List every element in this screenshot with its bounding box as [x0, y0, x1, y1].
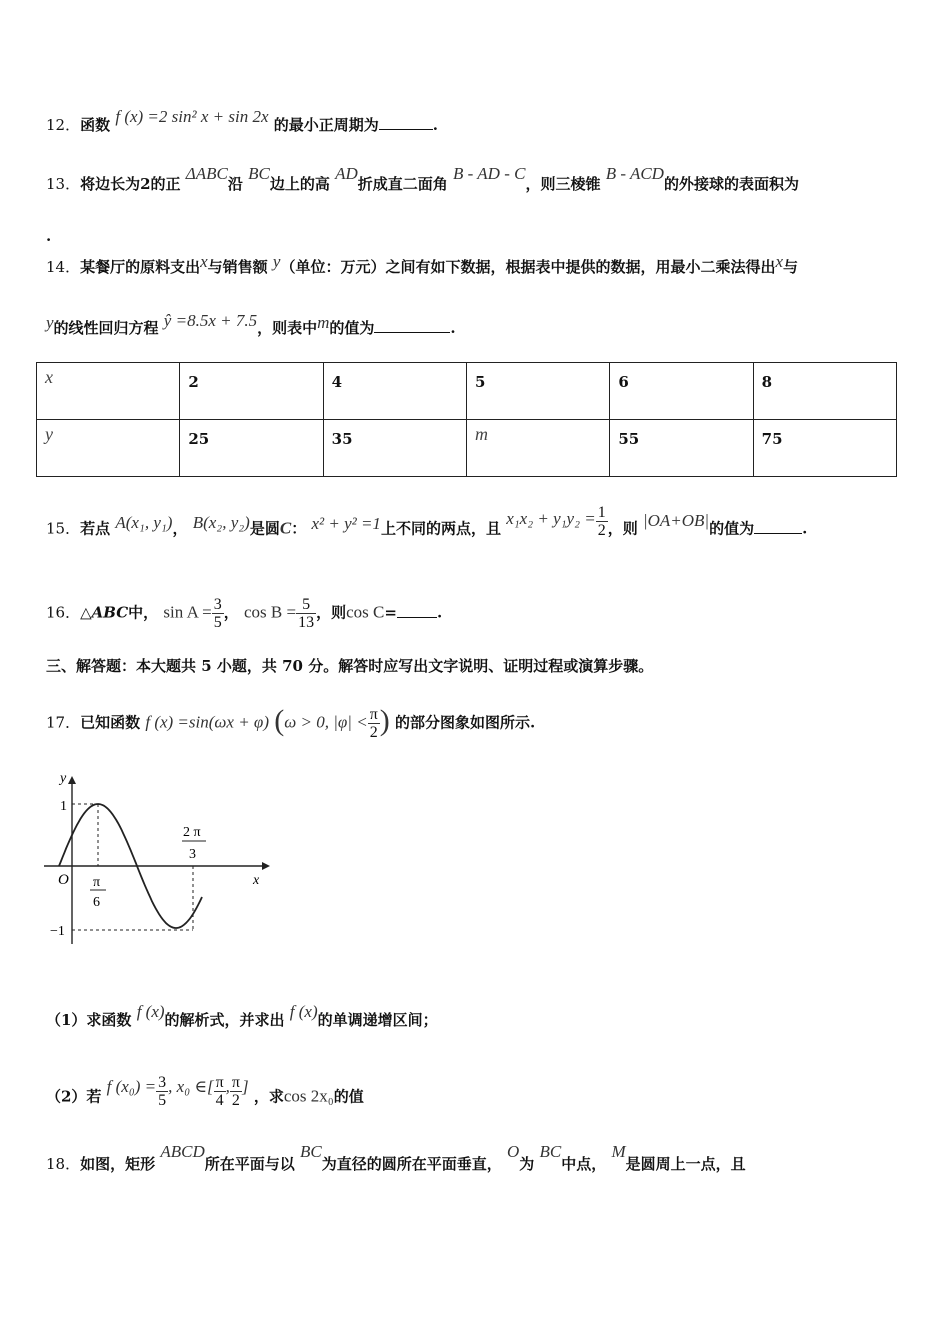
formula: ω > 0, |φ| < [284, 712, 368, 732]
question-17 [46, 703, 536, 741]
text: 与 [783, 258, 799, 276]
answer-blank[interactable] [379, 115, 433, 130]
period: . [432, 116, 438, 134]
question-18 [46, 1142, 746, 1174]
formula: cos C [346, 602, 385, 622]
question-number: 14． [46, 258, 81, 276]
text: 某餐厅的原料支出 [80, 258, 201, 276]
text: 中点， [561, 1155, 607, 1173]
text: 若点 [80, 519, 111, 538]
fraction [596, 504, 608, 539]
formula: f (x) =2 sin² x + sin 2x [115, 107, 269, 126]
formula: |OA+OB| [642, 510, 710, 530]
tick-pi6-numerator: π [93, 875, 101, 890]
formula: x₁x₂ + y₁y₂ = [506, 508, 596, 528]
fraction [230, 1074, 242, 1109]
question-number: 12． [46, 116, 81, 134]
formula: BC [539, 1142, 562, 1161]
table-row [37, 363, 897, 420]
y-axis-label: y [60, 771, 67, 786]
answer-blank[interactable] [754, 519, 802, 534]
text: 的部分图象如图所示. [395, 713, 536, 732]
formula: f (x) [289, 1002, 318, 1021]
text: ，求 [253, 1087, 284, 1106]
formula: f (x₀) = [106, 1076, 157, 1096]
text: （单位：万元）之间有如下数据，根据表中提供的数据，用最小二乘法得出 [280, 258, 776, 276]
text: 如图，矩形 [80, 1155, 156, 1173]
formula: C [279, 518, 292, 538]
formula: ] [241, 1076, 249, 1096]
formula: AD [335, 164, 358, 183]
table-cell: 55 [610, 420, 753, 477]
text: 沿 [227, 175, 243, 193]
formula: BC [299, 1142, 322, 1161]
answer-blank[interactable] [397, 603, 437, 618]
table-cell: 75 [753, 420, 896, 477]
function-graph [38, 768, 278, 958]
fraction [368, 706, 380, 741]
question-14-line1 [46, 252, 799, 277]
denominator: 5 [158, 1092, 167, 1109]
text: ，则 [316, 603, 347, 622]
question-16 [46, 596, 442, 631]
y-axis-arrow [68, 776, 76, 784]
text: （2）若 [46, 1087, 102, 1106]
question-number: 15． [46, 519, 81, 538]
table-cell: 8 [753, 363, 896, 420]
denominator: 2 [369, 724, 378, 741]
formula: x [775, 252, 784, 271]
denominator: 4 [215, 1092, 224, 1109]
text: 的值为 [329, 319, 375, 337]
question-17-part2 [46, 1074, 364, 1115]
text: ，则 [607, 519, 638, 538]
question-17-part1 [46, 1002, 438, 1030]
text: 的单调递增区间； [317, 1011, 438, 1029]
formula: ΔABC [185, 164, 228, 183]
text: 的正 [150, 175, 181, 193]
question-number: 13． [46, 175, 81, 193]
x-axis-arrow [262, 862, 270, 870]
x-axis-label: x [253, 873, 260, 888]
formula: cos 2x₀ [283, 1086, 334, 1106]
denominator: 2 [597, 522, 606, 539]
formula: BC [248, 164, 270, 183]
text: 的解析式，并求出 [164, 1011, 285, 1029]
period: . [450, 319, 456, 337]
text: 上不同的两点，且 [380, 519, 501, 538]
question-12 [46, 107, 438, 135]
denominator: 5 [213, 614, 222, 631]
table-row [37, 420, 897, 477]
y-max-label: 1 [60, 799, 67, 814]
answer-blank[interactable] [374, 318, 450, 333]
formula: , [225, 1076, 230, 1096]
question-number: 17． [46, 713, 81, 732]
table-cell: 2 [180, 363, 323, 420]
fraction [296, 596, 316, 631]
denominator: 13 [298, 614, 315, 631]
table-cell: 6 [610, 363, 753, 420]
table-cell: 4 [323, 363, 466, 420]
text: 的外接球的表面积为 [663, 175, 799, 193]
text: ，则三棱锥 [525, 175, 601, 193]
text: 的值为 [709, 519, 755, 538]
section-heading: 三、解答题：本大题共 5 小题，共 70 分。解答时应写出文字说明、证明过程或演算步骤。 [46, 657, 654, 675]
text: 的最小正周期为 [273, 116, 379, 134]
text: 中， [128, 603, 159, 622]
formula: ABCD [160, 1142, 205, 1161]
text: 所在平面与以 [204, 1155, 295, 1173]
text: 与销售额 [207, 258, 268, 276]
tick-2pi3-numerator: 2 π [183, 825, 201, 840]
y-min-label: −1 [50, 924, 65, 939]
text: ，则表中 [257, 319, 318, 337]
formula: B - ACD [605, 164, 664, 183]
table-cell: m [466, 420, 609, 477]
data-table [36, 362, 897, 477]
question-13 [46, 164, 799, 194]
formula: y [46, 313, 54, 332]
formula: B - AD - C [453, 164, 526, 183]
period: . [802, 519, 808, 538]
numerator: 5 [296, 596, 316, 614]
text: 折成直二面角 [357, 175, 448, 193]
text: 为 [519, 1155, 535, 1173]
numerator: 3 [213, 596, 222, 613]
numerator: π [369, 706, 378, 723]
numerator: 1 [597, 504, 606, 521]
formula: sin A = [163, 602, 212, 622]
text: 将边长为 [80, 175, 141, 193]
table-cell: y [37, 420, 180, 477]
question-number: 18． [46, 1155, 81, 1173]
tick-2pi3-denominator: 3 [189, 847, 196, 862]
formula: M [611, 1142, 626, 1161]
formula: , x₀ ∈[ [168, 1076, 214, 1096]
denominator: 2 [231, 1092, 240, 1109]
formula: cos B = [244, 602, 297, 622]
fraction [212, 596, 224, 631]
question-15 [46, 504, 808, 547]
fraction [214, 1074, 226, 1109]
open-paren: ( [274, 703, 285, 737]
formula: f (x) =sin(ωx + φ) [145, 712, 269, 732]
text: 的线性回归方程 [53, 319, 159, 337]
numerator: 3 [158, 1074, 167, 1091]
formula: m [317, 313, 330, 332]
text: ， [223, 603, 239, 622]
table-cell: 35 [323, 420, 466, 477]
text: ， [172, 519, 188, 538]
table-cell: x [37, 363, 180, 420]
text: 是圆周上一点，且 [625, 1155, 746, 1173]
text: 为直径的圆所在平面垂直， [321, 1155, 502, 1173]
text: 2 [140, 175, 151, 193]
text: = [384, 603, 397, 622]
formula: ŷ =8.5x + 7.5 [163, 311, 258, 330]
answer-dot: . [46, 227, 52, 245]
tick-pi6-denominator: 6 [93, 895, 100, 910]
table-cell: 25 [180, 420, 323, 477]
formula: O [506, 1142, 520, 1161]
text: （1）求函数 [46, 1011, 132, 1029]
formula: f (x) [136, 1002, 165, 1021]
question-14-line2 [46, 311, 456, 338]
text: 的值 [333, 1087, 364, 1106]
formula: B(x₂, y₂) [192, 512, 250, 532]
formula: x [200, 252, 208, 271]
numerator: π [215, 1074, 224, 1091]
origin-label: O [58, 872, 69, 888]
formula: △ABC [80, 603, 129, 622]
formula: y [272, 252, 281, 271]
text: 已知函数 [80, 713, 141, 732]
table-cell: 5 [466, 363, 609, 420]
text: ： [291, 519, 307, 538]
text: 是圆 [249, 519, 280, 538]
numerator: π [231, 1074, 240, 1091]
text: 边上的高 [269, 175, 330, 193]
close-paren: ) [379, 703, 390, 737]
text: 函数 [80, 116, 111, 134]
fraction [156, 1074, 168, 1109]
formula: x² + y² =1 [311, 513, 381, 533]
period: . [436, 603, 443, 622]
formula: A(x₁, y₁) [115, 512, 173, 532]
question-number: 16． [46, 603, 81, 622]
